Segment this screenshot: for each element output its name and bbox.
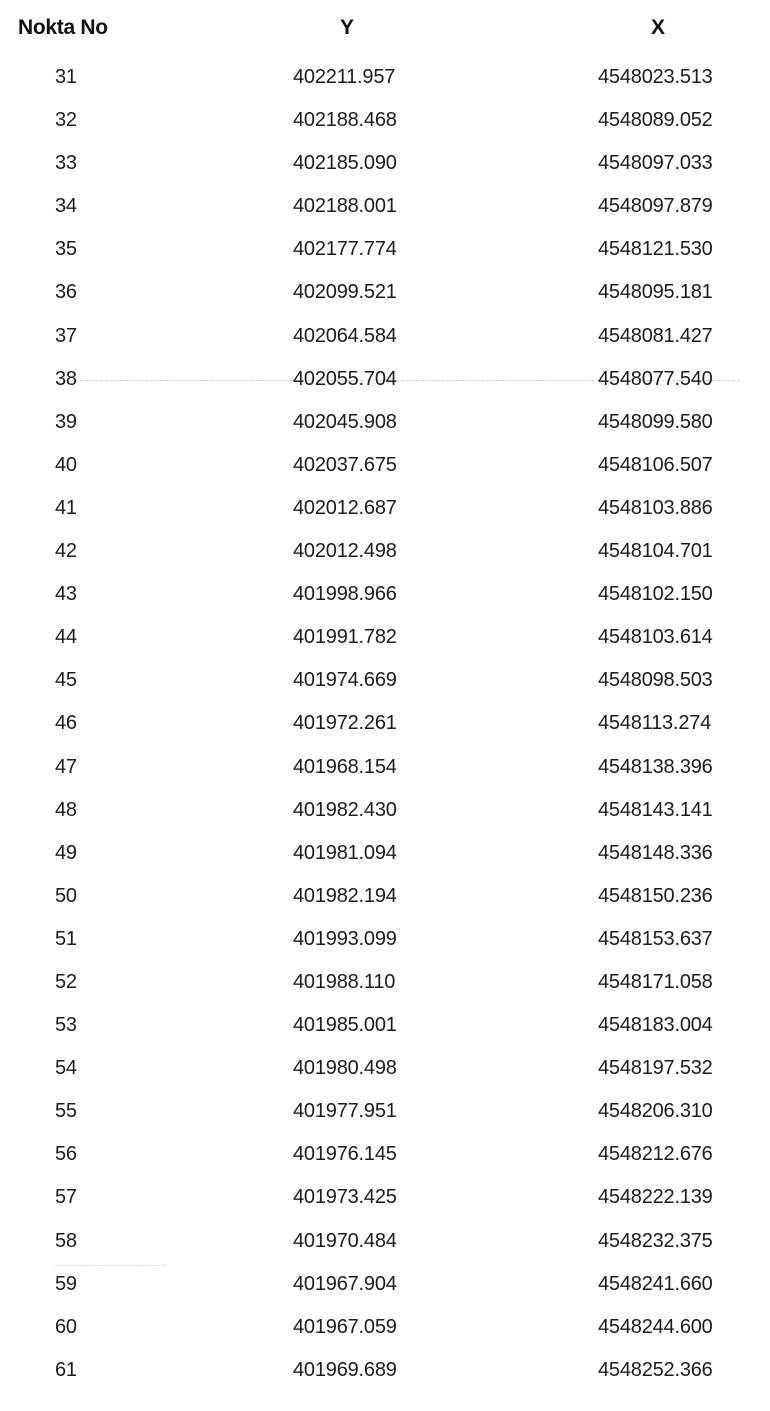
table-row: [0, 1089, 770, 1132]
x-coordinate-cell: 4548143.141: [598, 798, 713, 821]
y-coordinate-cell: 401974.669: [293, 669, 397, 692]
y-coordinate-cell: 402177.774: [293, 238, 397, 261]
point-number-cell: 35: [55, 238, 77, 261]
y-coordinate-cell: 401976.145: [293, 1143, 397, 1166]
table-row: [0, 1175, 770, 1218]
y-coordinate-cell: 401998.966: [293, 583, 397, 606]
point-number-cell: 60: [55, 1315, 77, 1338]
point-number-cell: 42: [55, 540, 77, 563]
table-row: [0, 1046, 770, 1089]
x-coordinate-cell: 4548104.701: [598, 540, 713, 563]
y-coordinate-cell: 401973.425: [293, 1186, 397, 1209]
point-number-cell: 44: [55, 626, 77, 649]
table-row: [0, 1348, 770, 1391]
y-coordinate-cell: 401972.261: [293, 712, 397, 735]
point-number-cell: 59: [55, 1272, 77, 1295]
table-row: [0, 874, 770, 917]
point-number-cell: 32: [55, 109, 77, 132]
y-coordinate-cell: 402012.687: [293, 496, 397, 519]
x-coordinate-cell: 4548121.530: [598, 238, 713, 261]
point-number-cell: 34: [55, 195, 77, 218]
y-coordinate-cell: 402045.908: [293, 410, 397, 433]
point-number-cell: 47: [55, 755, 77, 778]
x-coordinate-cell: 4548252.366: [598, 1358, 713, 1381]
x-coordinate-cell: 4548222.139: [598, 1186, 713, 1209]
y-coordinate-cell: 402012.498: [293, 540, 397, 563]
point-number-cell: 40: [55, 453, 77, 476]
y-coordinate-cell: 401969.689: [293, 1358, 397, 1381]
x-coordinate-cell: 4548212.676: [598, 1143, 713, 1166]
y-coordinate-cell: 402188.468: [293, 109, 397, 132]
point-number-cell: 46: [55, 712, 77, 735]
point-number-cell: 53: [55, 1014, 77, 1037]
y-coordinate-cell: 401981.094: [293, 841, 397, 864]
table-row: [0, 1219, 770, 1262]
x-coordinate-cell: 4548099.580: [598, 410, 713, 433]
table-row: [0, 184, 770, 227]
x-coordinate-cell: 4548171.058: [598, 970, 713, 993]
point-number-cell: 61: [55, 1358, 77, 1381]
table-row: [0, 1003, 770, 1046]
table-row: [0, 1262, 770, 1305]
table-row: [0, 745, 770, 788]
table-row: [0, 529, 770, 572]
y-coordinate-cell: 402211.957: [293, 66, 396, 88]
y-coordinate-cell: 401977.951: [293, 1100, 397, 1123]
y-coordinate-cell: 401970.484: [293, 1229, 397, 1252]
table-row: [0, 400, 770, 443]
table-row: [0, 141, 770, 184]
x-coordinate-cell: 4548077.540: [598, 367, 713, 390]
y-coordinate-cell: 402064.584: [293, 324, 397, 347]
x-coordinate-cell: 4548148.336: [598, 841, 713, 864]
table-row: [0, 227, 770, 270]
y-coordinate-cell: 401967.904: [293, 1272, 397, 1295]
y-coordinate-cell: 402185.090: [293, 152, 397, 175]
x-coordinate-cell: 4548097.033: [598, 152, 713, 175]
x-coordinate-cell: 4548241.660: [598, 1272, 713, 1295]
point-number-cell: 37: [55, 324, 77, 347]
x-coordinate-cell: 4548097.879: [598, 195, 713, 218]
table-row: [0, 55, 770, 98]
table-row: [0, 486, 770, 529]
x-coordinate-cell: 4548095.181: [598, 281, 713, 304]
header-y: Y: [340, 16, 354, 39]
point-number-cell: 54: [55, 1057, 77, 1080]
y-coordinate-cell: 402099.521: [293, 281, 397, 304]
y-coordinate-cell: 401993.099: [293, 927, 397, 950]
x-coordinate-cell: 4548106.507: [598, 453, 713, 476]
y-coordinate-cell: 401982.194: [293, 884, 397, 907]
y-coordinate-cell: 401988.110: [293, 970, 396, 993]
table-row: [0, 314, 770, 357]
x-coordinate-cell: 4548089.052: [598, 109, 713, 132]
point-number-cell: 45: [55, 669, 77, 692]
header-point-no: Nokta No: [18, 16, 108, 39]
point-number-cell: 36: [55, 281, 77, 304]
table-row: [0, 1132, 770, 1175]
x-coordinate-cell: 4548023.513: [598, 66, 713, 88]
x-coordinate-cell: 4548206.310: [598, 1100, 713, 1123]
x-coordinate-cell: 4548098.503: [598, 669, 713, 692]
point-number-cell: 49: [55, 841, 77, 864]
table-row: [0, 443, 770, 486]
table-row: [0, 615, 770, 658]
y-coordinate-cell: 401985.001: [293, 1014, 397, 1037]
x-coordinate-cell: 4548150.236: [598, 884, 713, 907]
y-coordinate-cell: 402037.675: [293, 453, 397, 476]
point-number-cell: 56: [55, 1143, 77, 1166]
y-coordinate-cell: 401991.782: [293, 626, 397, 649]
table-header: [0, 10, 770, 46]
table-row: [0, 831, 770, 874]
point-number-cell: 48: [55, 798, 77, 821]
point-number-cell: 57: [55, 1186, 77, 1209]
x-coordinate-cell: 4548103.886: [598, 496, 713, 519]
x-coordinate-cell: 4548153.637: [598, 927, 713, 950]
point-number-cell: 43: [55, 583, 77, 606]
x-coordinate-cell: 4548113.274: [598, 712, 712, 735]
table-row: [0, 572, 770, 615]
point-number-cell: 41: [55, 496, 77, 519]
point-number-cell: 58: [55, 1229, 77, 1252]
point-number-cell: 52: [55, 970, 77, 993]
x-coordinate-cell: 4548138.396: [598, 755, 713, 778]
point-number-cell: 33: [55, 152, 77, 175]
point-number-cell: 50: [55, 884, 77, 907]
table-row: [0, 788, 770, 831]
x-coordinate-cell: 4548103.614: [598, 626, 713, 649]
table-row: [0, 357, 770, 400]
table-row: [0, 270, 770, 313]
table-row: [0, 960, 770, 1003]
point-number-cell: 39: [55, 410, 77, 433]
point-number-cell: 51: [55, 927, 77, 950]
table-row: [0, 917, 770, 960]
y-coordinate-cell: 401967.059: [293, 1315, 397, 1338]
y-coordinate-cell: 401980.498: [293, 1057, 397, 1080]
x-coordinate-cell: 4548244.600: [598, 1315, 713, 1338]
x-coordinate-cell: 4548183.004: [598, 1014, 713, 1037]
x-coordinate-cell: 4548232.375: [598, 1229, 713, 1252]
header-x: X: [651, 16, 665, 39]
x-coordinate-cell: 4548081.427: [598, 324, 713, 347]
y-coordinate-cell: 402055.704: [293, 367, 397, 390]
table-row: [0, 701, 770, 744]
y-coordinate-cell: 401968.154: [293, 755, 397, 778]
y-coordinate-cell: 402188.001: [293, 195, 397, 218]
y-coordinate-cell: 401982.430: [293, 798, 397, 821]
x-coordinate-cell: 4548102.150: [598, 583, 713, 606]
table-body: [0, 55, 770, 1391]
point-number-cell: 55: [55, 1100, 77, 1123]
point-number-cell: 38: [55, 367, 77, 390]
table-row: [0, 98, 770, 141]
table-row: [0, 1305, 770, 1348]
table-row: [0, 658, 770, 701]
point-number-cell: 31: [55, 66, 77, 88]
x-coordinate-cell: 4548197.532: [598, 1057, 713, 1080]
